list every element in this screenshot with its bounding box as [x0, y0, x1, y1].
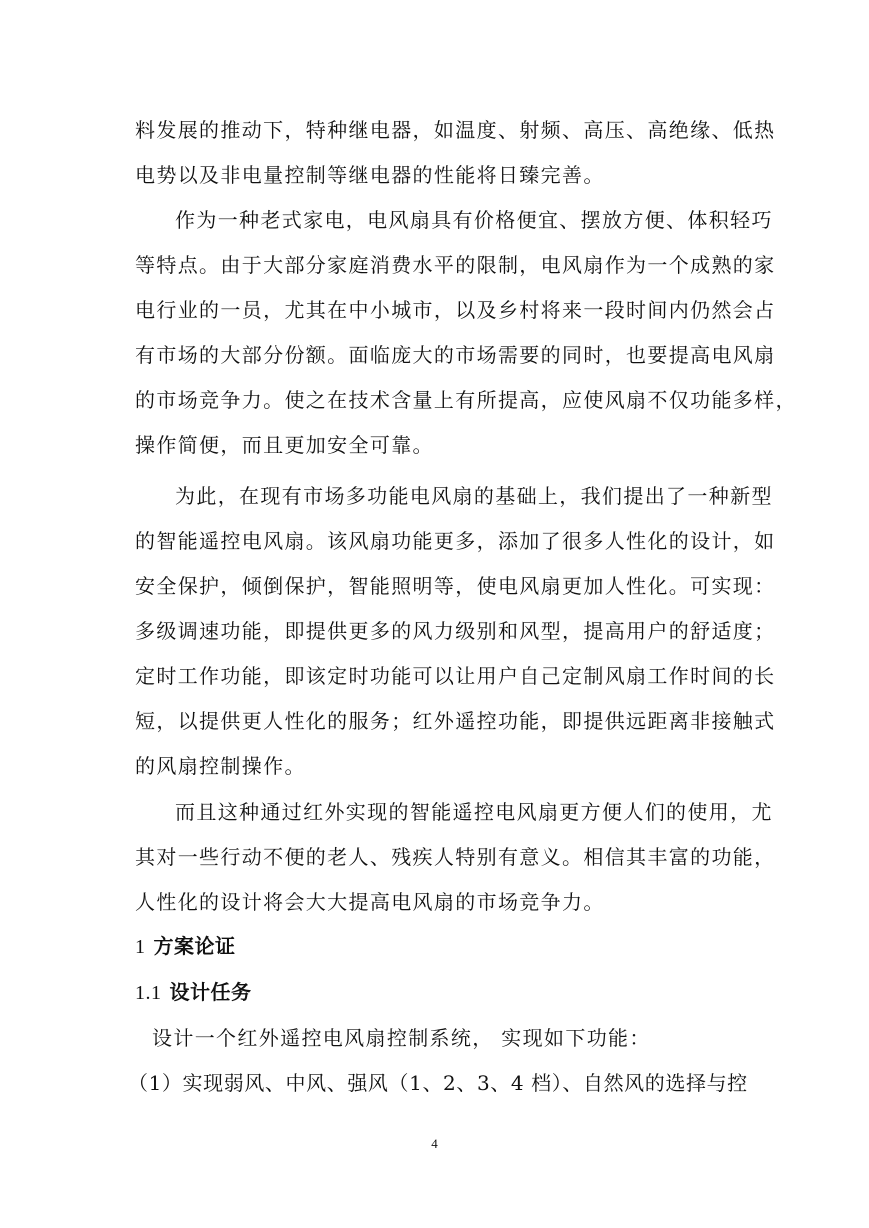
subsection-title: 设计任务 [169, 980, 252, 1004]
paragraph-line: 操作简便，而且更加安全可靠。 [135, 433, 434, 457]
paragraph-line: 的市场竞争力。使之在技术含量上有所提高，应使风扇不仅功能多样， [135, 388, 797, 412]
section-title: 方案论证 [153, 934, 236, 958]
paragraph-line: 的智能遥控电风扇。该风扇功能更多，添加了很多人性化的设计，如 [135, 529, 776, 553]
subsection-heading [135, 980, 252, 1005]
task-intro: 设计一个红外遥控电风扇控制系统， 实现如下功能： [152, 1026, 651, 1050]
paragraph-line: 电行业的一员，尤其在中小城市，以及乡村将来一段时间内仍然会占 [135, 298, 776, 322]
paragraph-line: 而且这种通过红外实现的智能遥控电风扇更方便人们的使用，尤 [175, 800, 773, 824]
paragraph-line: 有市场的大部分份额。面临庞大的市场需要的同时，也要提高电风扇 [135, 343, 776, 367]
paragraph-line: 多级调速功能，即提供更多的风力级别和风型，提高用户的舒适度； [135, 619, 776, 643]
paragraph-line: 等特点。由于大部分家庭消费水平的限制，电风扇作为一个成熟的家 [135, 253, 776, 277]
task-item: （1）实现弱风、中风、强风（1、2、3、4 档）、自然风的选择与控 [128, 1071, 748, 1095]
paragraph-line: 定时工作功能，即该定时功能可以让用户自己定制风扇工作时间的长 [135, 664, 776, 688]
subsection-number: 1.1 [135, 982, 162, 1004]
paragraph-line: 其对一些行动不便的老人、残疾人特别有意义。相信其丰富的功能， [135, 845, 776, 869]
paragraph-line: 为此，在现有市场多功能电风扇的基础上，我们提出了一种新型 [175, 484, 773, 508]
paragraph-line: 料发展的推动下，特种继电器，如温度、射频、高压、高绝缘、低热 [135, 118, 776, 142]
paragraph-line: 电势以及非电量控制等继电器的性能将日臻完善。 [135, 163, 605, 187]
section-number: 1 [135, 936, 146, 958]
paragraph-line: 人性化的设计将会大大提高电风扇的市场竞争力。 [135, 890, 605, 914]
paragraph-line: 短，以提供更人性化的服务；红外遥控功能，即提供远距离非接触式 [135, 709, 776, 733]
section-heading [135, 934, 236, 959]
paragraph-line: 作为一种老式家电，电风扇具有价格便宜、摆放方便、体积轻巧 [175, 208, 773, 232]
paragraph-line: 安全保护，倾倒保护，智能照明等，使电风扇更加人性化。可实现： [135, 574, 776, 598]
page-number: 4 [431, 1136, 438, 1151]
paragraph-line: 的风扇控制操作。 [135, 754, 306, 778]
